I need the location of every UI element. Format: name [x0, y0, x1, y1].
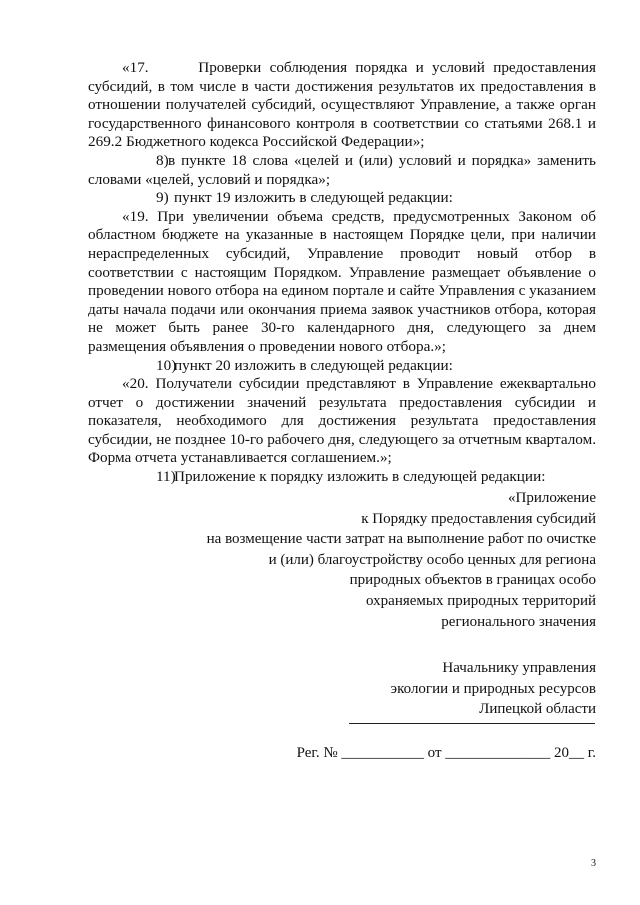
signature-blank-line	[349, 723, 595, 724]
addressee-line: Начальнику управления	[442, 660, 596, 676]
list-item-11	[88, 468, 596, 487]
body-text	[88, 59, 596, 487]
appendix-line: «Приложение	[507, 490, 596, 506]
item-text: пункт 19 изложить в следующей редакции:	[174, 189, 453, 207]
item-text: пункт 20 изложить в следующей редакции:	[174, 356, 453, 374]
appendix-header	[176, 488, 596, 632]
appendix-line: природных объектов в границах особо	[349, 572, 596, 589]
paragraph-19: «19. При увеличении объема средств, предусмотренных Законом об областном бюджете на указанные в настоящем Порядке цели, при наличии нераспределенных субсидий, Управление проводит новый отбор в соответствии с настоящим Порядком. Управление размещает объявление о проведении нового отбора на едином портале и сайте Управления с указанием даты начала подачи или окончания приема заявок участников отбора, которая не может быть ранее 30-го календарного дня, следующего за днем размещения объявления о проведении нового отбора.»;	[88, 207, 596, 355]
appendix-line: регионального значения	[441, 613, 596, 630]
paragraph-20: «20. Получатели субсидии представляют в Управление ежеквартально отчет о достижении значений результата предоставления субсидии и показателя, необходимого для достижения результата предоставления субсидии, не позднее 10-го рабочего дня, следующего за отчетным кварталом. Форма отчета устанавливается соглашением.»;	[88, 375, 596, 467]
appendix-line: охраняемых природных территорий	[366, 592, 596, 609]
appendix-line: и (или) благоустройству особо ценных для региона	[268, 551, 596, 568]
addressee-line: экологии и природных ресурсов	[390, 680, 596, 697]
item-number: 11)	[156, 468, 176, 486]
item-number: 10)	[156, 356, 177, 374]
appendix-line: на возмещение части затрат на выполнение работ по очистке	[206, 531, 596, 548]
item-number: 9)	[156, 189, 169, 207]
appendix-line: к Порядку предоставления субсидий	[361, 510, 596, 527]
item-number: 8)	[156, 151, 169, 169]
registration-line: Рег. № ___________ от ______________ 20__ г.	[296, 745, 596, 761]
item-text: в пункте 18 слова «целей и (или) условий и порядка» заменить словами «целей, условий и порядка»;	[88, 151, 596, 188]
item-text: Приложение к порядку изложить в следующей редакции:	[174, 468, 546, 486]
addressee-line: Липецкой области	[479, 701, 596, 717]
list-item-9	[88, 189, 596, 208]
list-item-8	[88, 152, 596, 189]
list-item-10	[88, 357, 596, 376]
paragraph-17: «17. Проверки соблюдения порядка и условий предоставления субсидий, в том числе в части достижения результатов их предоставления в отношении получателей субсидий, осуществляют Управление, а также орган государственного финансового контроля в соответствии со статьями 268.1 и 269.2 Бюджетного кодекса Российской Федерации»;	[88, 59, 596, 151]
page-number: 3	[591, 858, 596, 869]
addressee-block	[296, 658, 596, 720]
